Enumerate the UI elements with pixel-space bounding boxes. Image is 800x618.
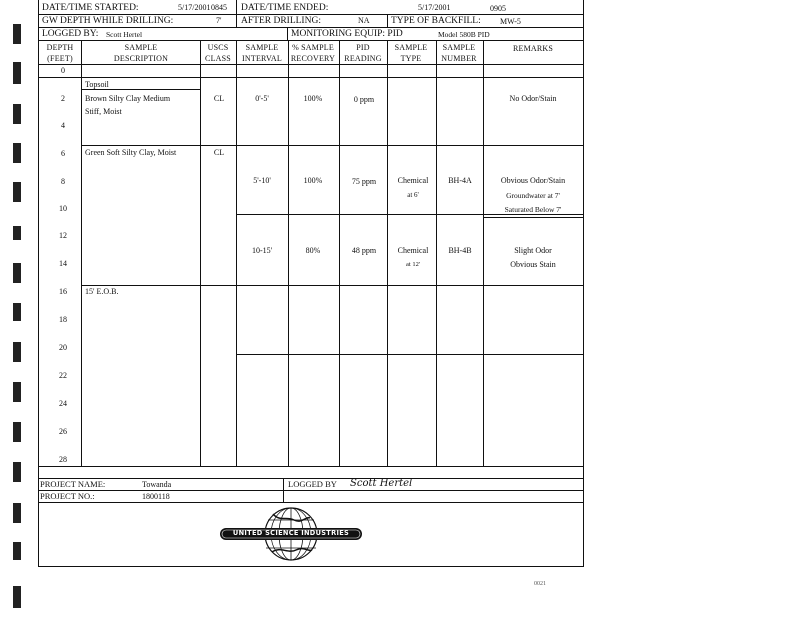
sample1-remarks: No Odor/Stain: [509, 94, 557, 103]
after-drilling-value: NA: [358, 16, 370, 25]
col-uscs-2: CLASS: [205, 54, 231, 63]
sample1-recovery: 100%: [303, 94, 323, 103]
depth-tick: 26: [59, 427, 67, 436]
col-pid-2: READING: [344, 54, 382, 63]
logged-by-value: Scott Hertel: [106, 30, 143, 39]
ended-date: 5/17/2001: [418, 3, 451, 12]
footer-logged-by-label: LOGGED BY: [288, 479, 337, 489]
sample2-number: BH-4A: [448, 176, 472, 185]
sample2-remarks-line3: Saturated Below 7': [504, 205, 562, 214]
depth-tick: 20: [59, 343, 67, 352]
monitoring-label: MONITORING EQUIP: PID: [291, 29, 403, 39]
topsoil-label: Topsoil: [85, 80, 109, 89]
started-time: 0845: [211, 3, 227, 12]
project-number-label: PROJECT NO.:: [40, 491, 95, 501]
col-type-2: TYPE: [400, 54, 422, 63]
ended-label: DATE/TIME ENDED:: [241, 3, 329, 13]
depth-tick: 14: [59, 259, 67, 268]
depth-tick: 12: [59, 231, 67, 240]
col-remarks: REMARKS: [512, 44, 554, 53]
col-desc-2: DESCRIPTION: [113, 54, 169, 63]
sample3-interval: 10-15': [251, 246, 273, 255]
col-depth-1: DEPTH: [46, 43, 74, 52]
sample3-number: BH-4B: [448, 246, 472, 255]
logged-by-signature: Scott Hertel: [350, 478, 413, 489]
col-recovery-1: % SAMPLE: [292, 43, 334, 52]
sample2-recovery: 100%: [303, 176, 323, 185]
sample1-interval: 0'-5': [255, 94, 269, 103]
layer2-description: Green Soft Silty Clay, Moist: [85, 148, 177, 157]
depth-tick: 10: [59, 204, 67, 213]
project-name-label: PROJECT NAME:: [40, 479, 106, 489]
depth-tick: 22: [59, 371, 67, 380]
started-date: 5/17/2001: [178, 3, 211, 12]
ended-time: 0905: [490, 4, 506, 13]
col-number-2: NUMBER: [441, 54, 477, 63]
backfill-label: TYPE OF BACKFILL:: [391, 16, 481, 26]
depth-tick: 16: [59, 287, 67, 296]
sample1-pid: 0 ppm: [353, 95, 375, 104]
depth-tick: 8: [61, 177, 65, 186]
after-drilling-label: AFTER DRILLING:: [241, 16, 321, 26]
sample3-pid: 48 ppm: [351, 246, 377, 255]
col-type-1: SAMPLE: [394, 43, 428, 52]
layer1-uscs-class: CL: [213, 94, 225, 103]
gw-depth-value: 7': [216, 16, 222, 25]
col-desc-1: SAMPLE: [124, 43, 158, 52]
layer2-uscs-class: CL: [213, 148, 225, 157]
project-name-value: Towanda: [142, 480, 172, 489]
col-recovery-2: RECOVERY: [290, 54, 336, 63]
sample2-remarks-line1: Obvious Odor/Stain: [500, 176, 566, 185]
sample3-remarks-line2: Obvious Stain: [510, 260, 556, 269]
sample2-type-line2: at 6': [407, 191, 419, 199]
project-number-value: 1800118: [142, 492, 170, 501]
depth-tick: 2: [61, 94, 65, 103]
sample3-type-line2: at 12': [406, 261, 420, 268]
gw-depth-label: GW DEPTH WHILE DRILLING:: [42, 16, 174, 26]
sample3-recovery: 80%: [305, 246, 321, 255]
depth-tick: 6: [61, 149, 65, 158]
sample2-interval: 5'-10': [253, 176, 271, 185]
sample3-type-line1: Chemical: [397, 246, 429, 255]
logged-by-label: LOGGED BY:: [42, 29, 99, 39]
logo-text: UNITED SCIENCE INDUSTRIES: [232, 529, 350, 537]
page-number: 0021: [534, 581, 546, 587]
depth-tick: 28: [59, 455, 67, 464]
col-uscs-1: USCS: [207, 43, 229, 52]
sample2-type-line1: Chemical: [397, 176, 429, 185]
col-depth-2: (FEET): [47, 54, 73, 63]
end-of-boring-label: 15' E.O.B.: [85, 287, 119, 296]
backfill-value: MW-5: [500, 17, 521, 26]
col-interval-1: SAMPLE: [245, 43, 279, 52]
depth-tick: 18: [59, 315, 67, 324]
layer1-description-line2: Stiff, Moist: [85, 107, 122, 116]
col-pid-1: PID: [356, 43, 370, 52]
sample2-pid: 75 ppm: [351, 177, 377, 186]
monitoring-value: Model 580B PID: [438, 30, 490, 39]
depth-tick: 0: [61, 66, 65, 75]
depth-tick: 4: [61, 121, 65, 130]
col-number-1: SAMPLE: [442, 43, 476, 52]
company-logo: [218, 506, 364, 562]
depth-tick: 24: [59, 399, 67, 408]
layer1-description-line1: Brown Silty Clay Medium: [85, 94, 171, 103]
sample2-remarks-line2: Groundwater at 7': [506, 191, 560, 200]
started-label: DATE/TIME STARTED:: [42, 3, 139, 13]
sample3-remarks-line1: Slight Odor: [514, 246, 552, 255]
col-interval-2: INTERVAL: [242, 54, 282, 63]
